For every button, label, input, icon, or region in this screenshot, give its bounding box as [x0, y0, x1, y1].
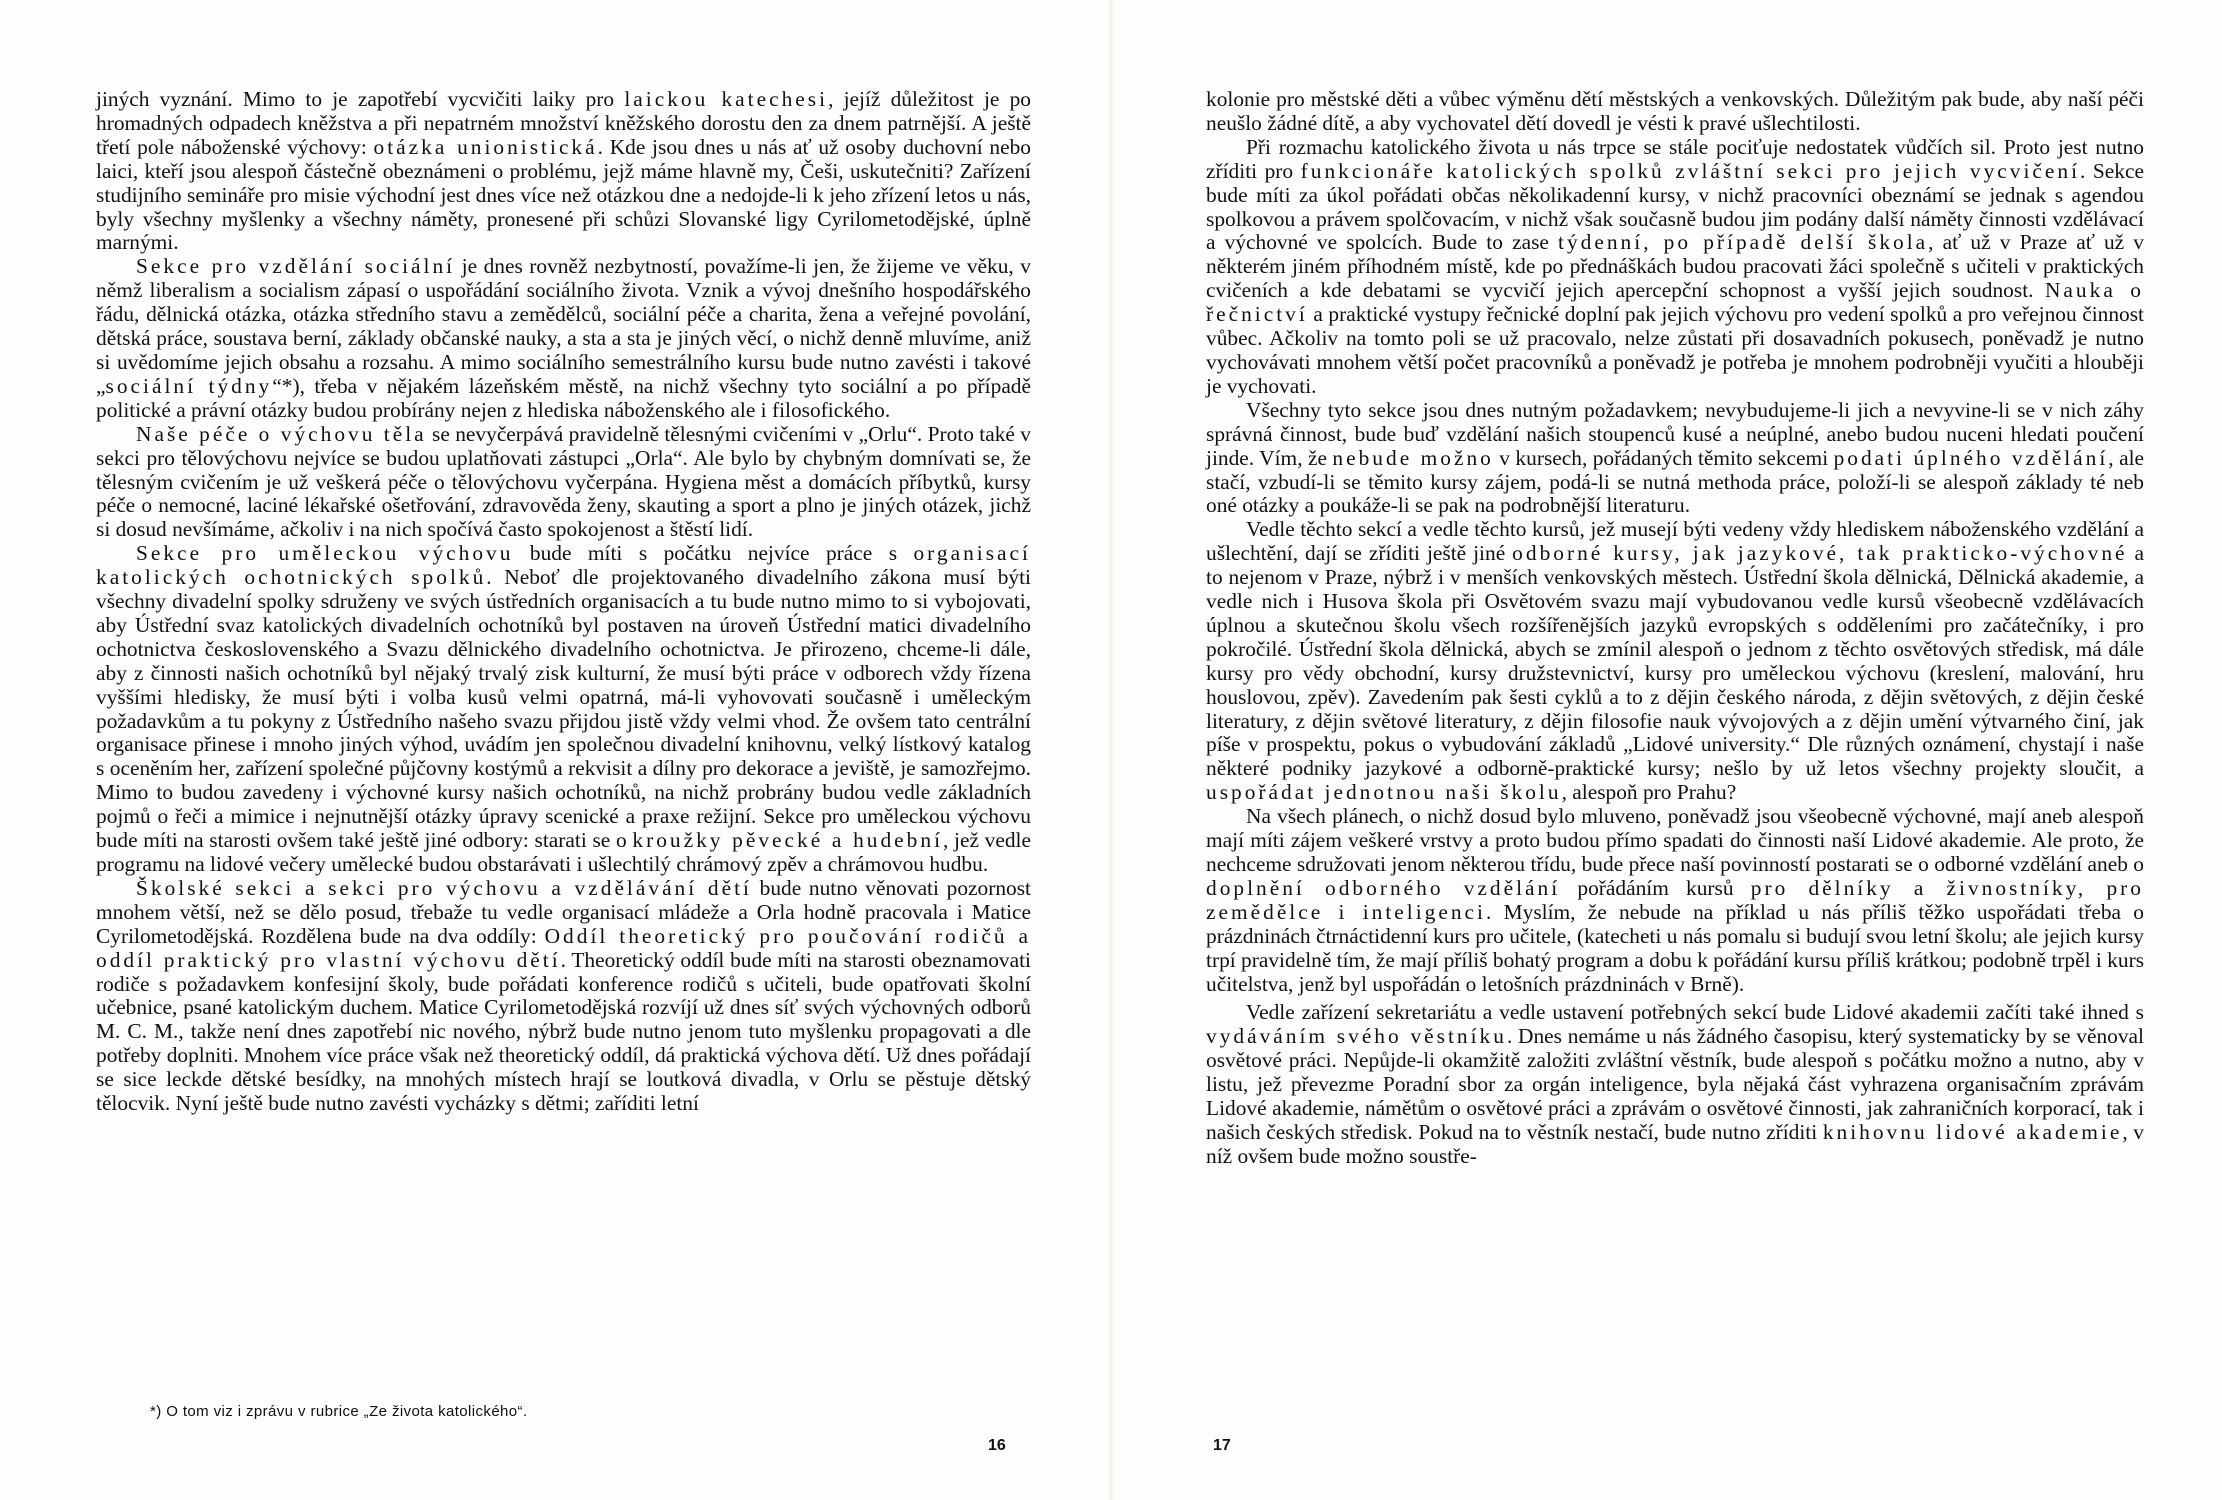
text-run: , ať už v Praze ať už v některém jiném příhodném místě, kde po přednáškách budou pracovati žáci společně s učiteli v praktických cvičeních a kde debatami se vycvičí jejich apercepční schopnost a vyšší jejich soudnost.: [1206, 230, 2145, 303]
emphasized-text: Oddíl theoretický pro poučování rodičů a oddíl praktický pro vlastní výchovu dětí: [96, 923, 1032, 972]
emphasized-text: podati úplného vzdělání: [1833, 445, 2109, 470]
text-run: . Myslím, že nebude na příklad u nás příliš těžko uspořádati třeba o prázdninách čtrnáctidenní kurs pro učitele, (katecheti u nás pomalu si budují svou letní školu; ale jejich kursy trpí pravidelně tím, že mají příliš bohatý program a dobu k pořádání kursu příliš krátkou; podobně trpěl i kurs učitelstva, jenž byl uspořádán o letošních prázdninách v Brně).: [1206, 899, 2145, 996]
text-run: “*), třeba v nějakém lázeňském městě, na nichž všechny tyto sociální a po případě politické a právní otázky budou probírány nejen z hlediska náboženského ale i filosofického.: [96, 373, 1031, 422]
text-run: . Sekce bude míti za úkol pořádati občas několikadenní kursy, v nichž pracovníci obeznámí se jednak s agendou spolkovou a právem spolčovacím, v nichž však současně budou jim podány další náměty činnosti vzdělávací a výchovné ve spolcích. Bude to zase: [1206, 158, 2144, 255]
text-run: Na všech plánech, o nichž dosud bylo mluveno, poněvadž jsou všeobecně výchovné, mají aneb alespoň mají míti zájem veškeré vrstvy a proto budou přímo spadati do činnosti naší Lidové akademie. Ale proto, že nechceme sdružovati jenom některou třídu, bude přece naší povinností postarati se o odborné vzdělání aneb o: [1206, 804, 2144, 876]
paragraph: [1206, 136, 2144, 399]
paragraph: [96, 88, 1031, 255]
emphasized-text: nebude možno: [1332, 445, 1494, 470]
text-run: . Dnes nemáme u nás žádného časopisu, který systematicky by se věnoval osvětové práci. Nepůjde-li okamžitě založiti zvláštní věstník, bude alespoň s počátku možno a nutno, aby v listu, jež převezme Poradní sbor za orgán inteligence, byla nějaká část vyhrazena organisačním zprávám Lidové akademie, námětům o osvětové práci a zprávám o osvětové činnosti, jak zahraničních korporací, tak i našich českých středisk. Pokud na to věstník nestačí, bude nutno zříditi: [1206, 1024, 2144, 1144]
text-run: . Neboť dle projektovaného divadelního zákona musí býti všechny divadelní spolky sdruženy ve svých ústředních organisacích a tu bude nutno mimo to si vybojovati, aby Ústřední svaz katolických divadelních ochotníků byl postaven na úroveň Ústřední matici divadelního ochotnictva československého a Svazu dělnického divadelního ochotnictva. Je přirozeno, chceme-li dále, aby z činnosti našich ochotníků byl nějaký trvalý zisk kulturní, že musí býti práce v odborech vždy řízena vyššími hledisky, že musí býti i volba kusů velmi opatrná, má-li vyhovovati současně i uměleckým požadavkům a tu pokyny z Ústředního našeho svazu přijdou jistě vždy velmi vhod. Že ovšem tato centrální organisace přinese i mnoho jiných výhod, uvádím jen společnou divadelní knihovnu, velký lístkový katalog s oceněním her, zařízení společné půjčovny kostýmů a rekvisit a dílny pro dekorace a jeviště, je samozřejmo. Mimo to budou zavedeny i výchovné kursy našich ochotníků, na nichž probrány budou vedle základních pojmů o řeči a mimice i nejnutnější otázky úpravy scenické a praxe režijní. Sekce pro uměleckou výchovu bude míti na starosti ovšem také ještě jiné odbory: starati se o: [96, 565, 1031, 853]
paragraph: [1206, 518, 2144, 805]
emphasized-text: knihovnu lidové akademie: [1822, 1119, 2123, 1144]
text-run: , alespoň pro Prahu?: [1561, 780, 1737, 805]
emphasized-text: Sekce pro vzdělání sociální: [136, 254, 456, 279]
paragraph: [1206, 399, 2144, 519]
emphasized-text: uspořádat jednotnou naši školu: [1206, 780, 1562, 805]
paragraph: [96, 423, 1031, 543]
emphasized-text: pro dělníky a živnostníky, pro zemědělce i inteligenci: [1206, 875, 2144, 924]
right-page-text: [1206, 88, 2144, 1169]
text-run: bude míti s počátku nejvíce práce s: [513, 541, 914, 566]
emphasized-text: organisací katolických ochotnických spolků: [96, 541, 1031, 590]
text-run: , ale stačí, vzbudí-li se těmito kursy zájem, podá-li se nutná methoda práce, položí-li se alespoň základy té neb oné otázky a poukáže-li se pak na podrobnější literaturu.: [1206, 445, 2145, 518]
paragraph: [1206, 1001, 2144, 1168]
page-number-left: 16: [988, 1437, 1006, 1454]
emphasized-text: týdenní, po případě delší škola: [1558, 230, 1929, 255]
left-page-text: [96, 88, 1031, 1116]
emphasized-text: funkcionáře katolických spolků zvláštní sekci pro jejich vycvičení: [1300, 158, 2081, 183]
emphasized-text: Školské sekci a sekci pro výchovu a vzdělávání dětí: [136, 875, 752, 900]
text-run: kolonie pro městské děti a vůbec výměnu dětí městských a venkovských. Důležitým pak bude, aby naší péči neušlo žádné dítě, a aby vychovatel dětí dovedl je vésti k pravé ušlechtilosti.: [1206, 87, 2144, 135]
emphasized-text: vydáváním svého věstníku: [1206, 1024, 1507, 1049]
text-run: , jež vedle programu na lidové večery umělecké budou obstarávati i ušlechtilý chrámový zpěv a chrámovou hudbu.: [96, 828, 1031, 876]
text-run: jiných vyznání. Mimo to je zapotřebí vycvičiti laiky pro: [96, 87, 625, 111]
text-run: Vedle zařízení sekretariátu a vedle ustavení potřebných sekcí bude Lidové akademii začíti také ihned s: [1246, 1000, 2144, 1025]
text-run: se nevyčerpává pravidelně tělesnými cvičeními v „Orlu“. Proto také v sekci pro tělovýchovu nejvíce se budou uplatňovati zástupci „Orla“. Ale bylo by chybným domnívati se, že tělesným cvičením je už veškerá péče o tělovýchovu vyčerpána. Hygiena měst a domácích příbytků, kursy péče o nemocné, laciné lékařské ošetřování, zdravověda ženy, skauting a sport a plno je jiných otázek, jichž si dosud nevšímáme, ačkoliv i na nich spočívá často spokojenost a štěstí lidí.: [96, 421, 1031, 542]
emphasized-text: odborné kursy, jak jazykové, tak prakticko-výchovné: [1512, 541, 2128, 566]
emphasized-text: doplnění odborného vzdělání: [1206, 875, 1561, 900]
text-run: , v níž ovšem bude možno soustře-: [1206, 1119, 2145, 1168]
text-run: a praktické vystupy řečnické doplní pak jejich výchovu pro vedení spolků a pro veřejnou činnost vůbec. Ačkoliv na tomto poli se už pracovalo, nelze zůstati při dosavadních pokusech, poněvadž je nutno vychovávati mnohem větší počet pracovníků a poněvadž je potřeba je mnohem podrobněji vyučiti a hlouběji je vychovati.: [1206, 302, 2144, 398]
text-run: Všechny tyto sekce jsou dnes nutným požadavkem; nevybudujeme-li jich a nevyvine-li se v nich záhy správná činnost, bude buď vzdělání našich stoupenců kusé a neúplné, anebo budou nuceni hledati poučení jinde. Vím, že: [1206, 397, 2144, 470]
text-run: Vedle těchto sekcí a vedle těchto kursů, jež musejí býti vedeny vždy hlediskem náboženského vzdělání a ušlechtění, dají se zříditi ještě jiné: [1206, 517, 2144, 566]
page-number-right: 17: [1213, 1437, 1231, 1454]
text-run: a to nejenom v Praze, nýbrž i v menších venkovských městech. Ústřední škola dělnická, Dělnická akademie, a vedle nich i Husova škola při Osvětovém svazu mají vybudovanou vedle kursů všeobecně vzdělávacích úplnou a skutečnou školu všech rozšířenějších jazyků evropských s odděleními pro začátečníky, i pro pokročilé. Ústřední škola dělnická, abych se zmínil alespoň o jednom z těchto osvětových středisk, má dále kursy pro vědy obchodní, kursy družstevnictví, kursy pro uměleckou výchovu (kreslení, malování, hru houslovou, zpěv). Zavedením pak šesti cyklů a to z dějin českého národa, z dějin světových, z dějin české literatury, z dějin světové literatury, z dějin filosofie nauk vývojových a z dějin umění výtvarného činí, jak píše v prospektu, pokus o vybudování základů „Lidové university.“ Dle různých oznámení, chystají i naše některé podniky jazykové a odborně-praktické kursy; nešlo by už letos všechny projekty sloučit, a: [1206, 541, 2144, 781]
text-run: Při rozmachu katolického života u nás trpce se stále pociťuje nedostatek vůdčích sil. Proto jest nutno zříditi pro: [1206, 134, 2144, 183]
paragraph: [96, 877, 1031, 1116]
text-run: , jejíž důležitost je po hromadných odpadech kněžstva a při nepatrném množství kněžského dorostu den za dnem patrnější. A ještě třetí pole náboženské výchovy:: [96, 87, 1031, 159]
right-page: [1111, 0, 2222, 1500]
emphasized-text: sociální týdny: [105, 373, 273, 398]
emphasized-text: Sekce pro uměleckou výchovu: [136, 541, 514, 566]
paragraph: [1206, 805, 2144, 996]
text-run: je dnes rovněž nezbytností, považíme-li jen, že žijeme ve věku, v němž liberalism a socialism zápasí o uspořádání sociálního života. Vznik a vývoj dnešního hospodářského řádu, dělnická otázka, otázka středního stavu a zemědělců, sociální péče a charita, žena a veřejné povolání, dětská práce, soustava berní, základy občanské nauky, a sta a sta je jiných věcí, o nichž denně mluvíme, aniž si uvědomíme jejich obsahu a rozsahu. A mimo sociálního semestrálního kursu bude nutno zavésti i takové „: [96, 254, 1031, 398]
footnote: *) O tom viz i zprávu v rubrice „Ze života katolického“.: [150, 1403, 528, 1420]
paragraph: [96, 255, 1031, 422]
emphasized-text: Nauka o řečnictví: [1206, 278, 2144, 327]
emphasized-text: Naše péče o výchovu těla: [136, 421, 427, 446]
paragraph: [96, 542, 1031, 877]
text-run: v kursech, pořádaných těmito sekcemi: [1493, 445, 1834, 470]
text-run: pořádáním kursů: [1560, 875, 1751, 900]
emphasized-text: laickou katechesi: [624, 87, 829, 111]
text-run: . Kde jsou dnes u nás ať už osoby duchovní nebo laici, kteří jsou alespoň částečně obeznámeni o problému, jejž máme hlavně my, Češi, uskutečniti? Zařízení studijního semináře pro misie východní jest dnes více než otázkou dne a nedojde-li k jeho zřízení letos u nás, byly všechny myšlenky a všechny náměty, pronesené při schůzi Slovanské ligy Cyrilometodějské, úplně marnými.: [96, 134, 1031, 255]
text-run: . Theoretický oddíl bude míti na starosti obeznamovati rodiče s požadavkem konfesijní školy, bude pořádati konference rodičů s učiteli, bude opatřovati školní učebnice, psané katolickým duchem. Matice Cyrilometodějská rozvíjí už dnes síť svých výchovných odborů M. C. M., takže není dnes zapotřebí nic nového, nýbrž bude nutno jenom tuto myšlenku propagovati a dle potřeby doplniti. Mnohem více práce však než theoretický oddíl, dá praktická výchova dětí. Už dnes pořádají se sice leckde dětské besídky, na mnohých místech hrají se loutková divadla, v Orlu se pěstuje dětský tělocvik. Nyní ještě bude nutno zavésti vycházky s dětmi; zaříditi letní: [96, 947, 1031, 1116]
emphasized-text: otázka unionistická: [373, 134, 598, 159]
text-run: bude nutno věnovati pozornost mnohem větší, než se dělo posud, třebaže tu vedle organisací mládeže a Orla hodně pracovala i Matice Cyrilometodějská. Rozdělena bude na dva oddíly:: [96, 875, 1031, 948]
paragraph: [1206, 88, 2144, 136]
emphasized-text: kroužky pěvecké a hudební: [632, 828, 944, 853]
